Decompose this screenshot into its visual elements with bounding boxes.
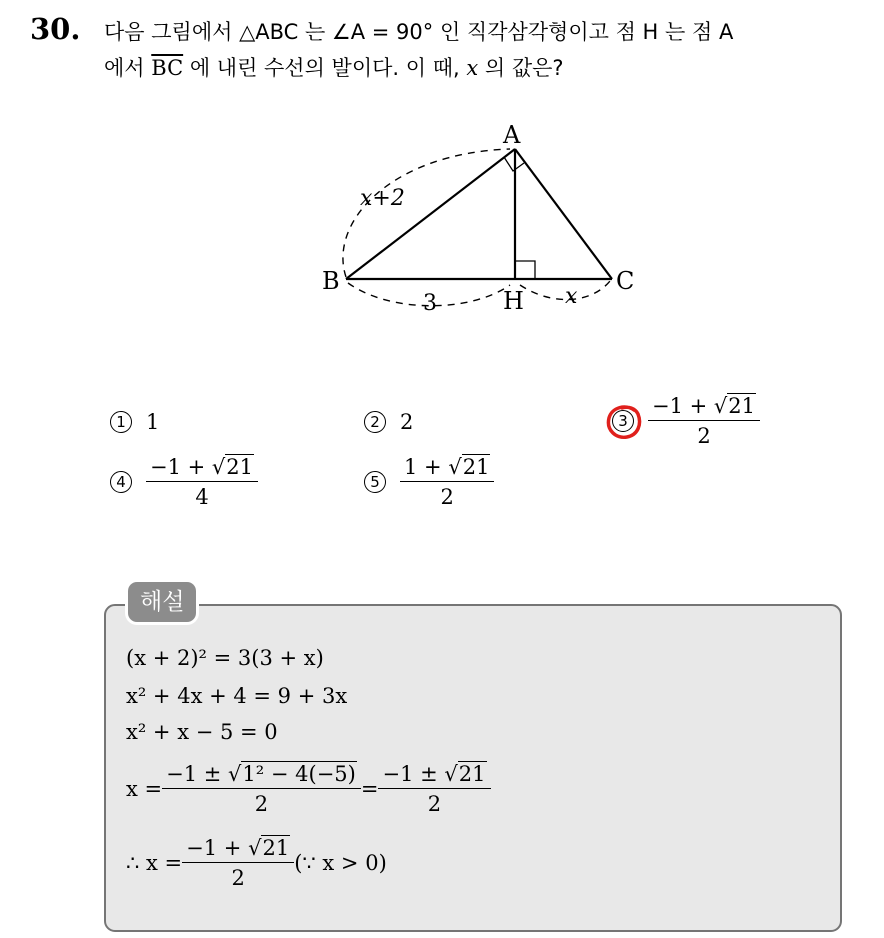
triangle-figure <box>310 115 650 325</box>
radicand: 21 <box>262 836 290 860</box>
fraction-numerator: −1 + √21 <box>648 394 760 421</box>
numerator-text: 1 + <box>404 455 449 479</box>
label-h: H <box>503 287 524 315</box>
choice-fraction <box>146 455 258 509</box>
question-text-line1: 다음 그림에서 △ABC 는 ∠A = 90° 인 직각삼각형이고 점 H 는 점 A <box>104 20 734 44</box>
choice-fraction <box>400 455 494 509</box>
radicand: 21 <box>728 394 756 418</box>
fraction-denominator: 2 <box>440 485 454 509</box>
solution-line-3: x² + x − 5 = 0 <box>126 720 278 744</box>
label-a: A <box>503 121 521 149</box>
label-bh: 3 <box>423 291 437 316</box>
radicand: 21 <box>226 455 254 479</box>
choice-2[interactable] <box>364 410 413 434</box>
equation-lhs: ∴ x = <box>126 851 183 875</box>
equation-lhs: x = <box>126 777 163 801</box>
solution-line-4 <box>126 762 491 816</box>
condition: (∵ x > 0) <box>294 851 387 875</box>
quadratic-formula-fraction <box>162 762 361 816</box>
choice-value: 1 <box>146 410 160 434</box>
choice-number: 3 <box>612 410 634 432</box>
fraction-numerator: −1 + √21 <box>182 836 294 863</box>
choice-4[interactable] <box>110 455 258 509</box>
side-ab <box>346 149 515 279</box>
segment-bc: $\overline{BC}$ <box>151 56 184 80</box>
question-text-line2 <box>104 52 564 82</box>
solution-line-1: (x + 2)² = 3(3 + x) <box>126 646 324 670</box>
radicand: 1² − 4(−5) <box>242 762 356 786</box>
numerator-text: −1 ± <box>382 762 445 786</box>
fraction-numerator: 1 + √21 <box>400 455 494 482</box>
arc-ab <box>343 149 510 277</box>
radicand: 21 <box>458 762 486 786</box>
choice-value: 2 <box>400 410 414 434</box>
numerator-text: −1 + <box>150 455 212 479</box>
radicand: 21 <box>462 455 490 479</box>
choice-5[interactable] <box>364 455 494 509</box>
fraction-denominator: 4 <box>195 485 209 509</box>
label-c: C <box>616 267 635 295</box>
question-text-part: 에 내린 수선의 발이다. 이 때, <box>183 56 467 80</box>
answer-fraction <box>182 836 294 890</box>
question-text-part: 의 값은? <box>478 56 564 80</box>
simplified-fraction <box>378 762 490 816</box>
choice-fraction <box>648 394 760 448</box>
solution-line-2: x² + 4x + 4 = 9 + 3x <box>126 684 348 708</box>
solution-line-5 <box>126 836 387 890</box>
variable-x: x <box>466 56 479 80</box>
side-ac <box>515 149 612 279</box>
label-ab: x+2 <box>360 186 405 211</box>
choice-number: 2 <box>364 411 386 433</box>
label-hc: x <box>565 284 578 309</box>
fraction-numerator: −1 + √21 <box>146 455 258 482</box>
fraction-numerator: −1 ± √21 <box>378 762 490 789</box>
fraction-denominator: 2 <box>697 424 711 448</box>
numerator-text: −1 + <box>186 836 249 860</box>
right-angle-h <box>515 261 535 279</box>
solution-tag: 해설 <box>128 582 196 622</box>
question-text-part: 에서 <box>104 56 152 80</box>
numerator-text: −1 ± <box>166 762 229 786</box>
question-number: 30. <box>30 12 81 46</box>
fraction-denominator: 2 <box>254 792 269 816</box>
numerator-text: −1 + <box>652 394 714 418</box>
choice-3[interactable] <box>612 394 760 448</box>
choice-number: 1 <box>110 411 132 433</box>
equals-sign: = <box>360 777 379 801</box>
choice-number: 5 <box>364 471 386 493</box>
fraction-denominator: 2 <box>231 866 245 890</box>
fraction-numerator: −1 ± √1² − 4(−5) <box>162 762 361 789</box>
choice-number: 4 <box>110 471 132 493</box>
label-b: B <box>322 267 340 295</box>
fraction-denominator: 2 <box>427 792 442 816</box>
choice-1[interactable] <box>110 410 159 434</box>
